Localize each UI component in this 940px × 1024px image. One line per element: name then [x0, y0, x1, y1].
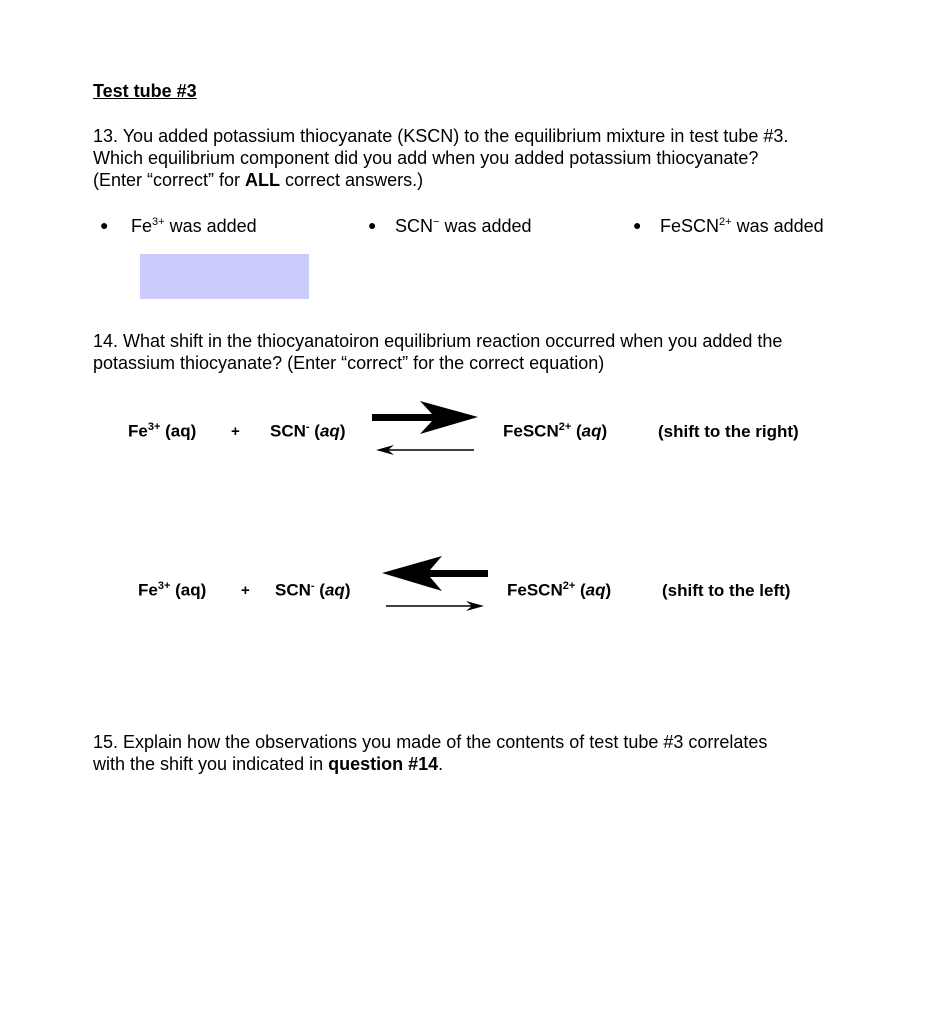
eq2-shift-label: (shift to the left) [662, 581, 791, 600]
option-scn: ● SCN− was added [368, 216, 532, 236]
eq1-fe: $Fe^{3+}$ (aq) [128, 421, 197, 441]
q13-line-2: Which equilibrium component did you add when you added potassium thiocyanate? [93, 148, 759, 168]
eq1-scn: SCN- (aq) [270, 421, 346, 441]
eq1-plus: + [231, 423, 240, 440]
question-13 [93, 125, 873, 191]
q14-line-1: 14. What shift in the thiocyanatoiron equilibrium reaction occurred when you added the [93, 331, 783, 351]
q15-line-1: 15. Explain how the observations you made of the contents of test tube #3 correlates [93, 732, 768, 752]
section-heading: Test tube #3 [93, 81, 197, 101]
bullet-icon: ● [100, 217, 109, 233]
eq2-plus: + [241, 582, 250, 599]
q13-line-1: 13. You added potassium thiocyanate (KSCN) to the equilibrium mixture in test tube #3. [93, 126, 789, 146]
eq2-scn: SCN- (aq) [275, 580, 351, 600]
q15-line-2: with the shift you indicated in question #14. [93, 754, 444, 774]
question-15 [93, 731, 873, 775]
question-14 [93, 330, 873, 374]
equilibrium-left-arrow-icon [380, 553, 492, 615]
bullet-icon: ● [368, 217, 377, 233]
eq2-fe: $Fe^{3+}$ (aq) [138, 580, 207, 600]
equilibrium-right-arrow-icon [370, 398, 482, 458]
q14-line-2: potassium thiocyanate? (Enter “correct” for the correct equation) [93, 353, 605, 373]
q13-line-3: (Enter “correct” for ALL correct answers.) [93, 170, 424, 190]
eq1-shift-label: (shift to the right) [658, 422, 799, 441]
eq1-product: FeSCN$^{2+}$ (aq) [503, 421, 608, 441]
option-fescn: ● FeSCN$^{2+}$ was added [633, 216, 824, 236]
option-fe3: ● $Fe^{3+}$ was added [100, 216, 257, 236]
eq2-product: FeSCN$^{2+}$ (aq) [507, 580, 612, 600]
bullet-icon: ● [633, 217, 642, 233]
q13-answer-input[interactable] [140, 254, 309, 299]
